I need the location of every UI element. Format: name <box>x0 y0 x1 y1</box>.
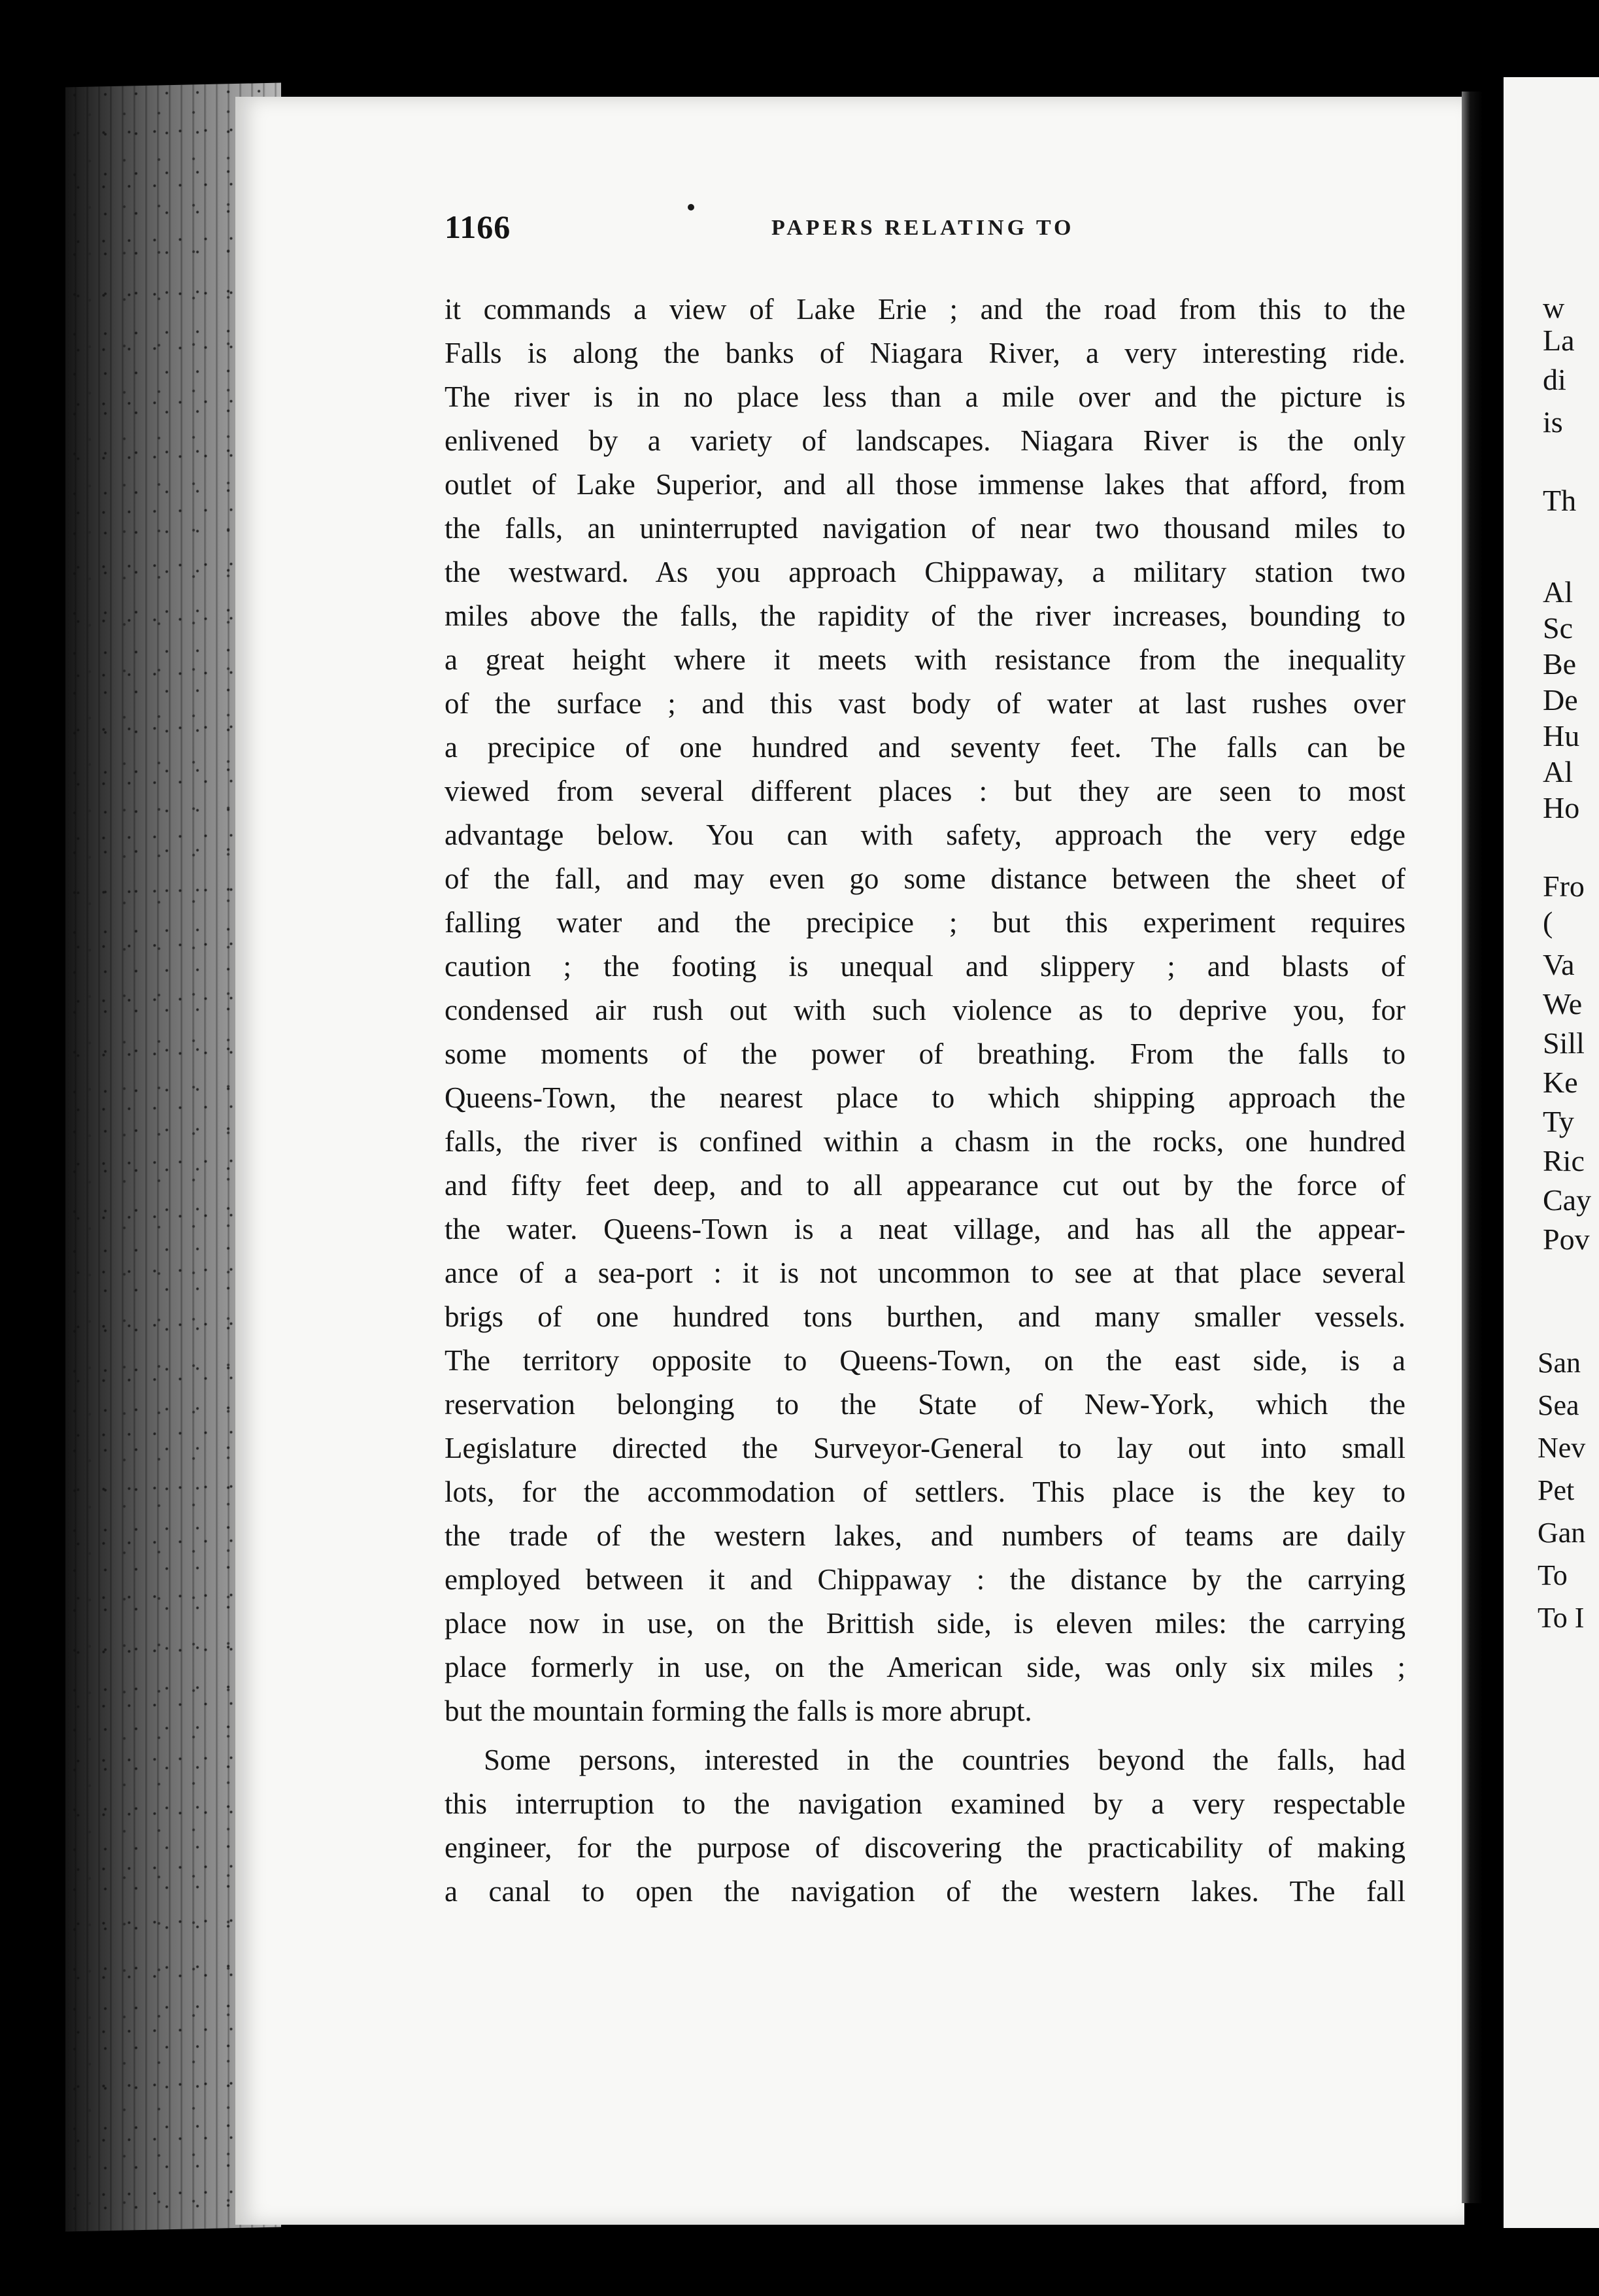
right-page-fragment: Ke <box>1543 1066 1578 1099</box>
text-line: brigs of one hundred tons burthen, and many smaller vessels. <box>445 1300 1405 1333</box>
right-page-fragment: Ho <box>1543 791 1580 824</box>
right-page-fragment: Nev <box>1538 1432 1586 1464</box>
running-head <box>445 208 1399 260</box>
paragraph <box>445 1738 1405 1914</box>
body-text <box>445 288 1405 1914</box>
right-page-fragment: To <box>1538 1559 1568 1591</box>
text-line: of the surface ; and this vast body of water at last rushes over <box>445 687 1405 720</box>
text-line: condensed air rush out with such violence as to deprive you, for <box>445 994 1405 1026</box>
text-line: lots, for the accommodation of settlers. This place is the key to <box>445 1476 1405 1508</box>
right-page-fragment: Va <box>1543 948 1575 981</box>
right-page-fragment: Ric <box>1543 1144 1585 1177</box>
right-page-edge <box>1504 77 1599 2228</box>
text-line: place now in use, on the Brittish side, is eleven miles: the carrying <box>445 1607 1405 1640</box>
text-line: falls, the river is confined within a chasm in the rocks, one hundred <box>445 1125 1405 1158</box>
right-page-fragment: Be <box>1543 647 1577 681</box>
text-line: a great height where it meets with resistance from the inequality <box>445 643 1405 676</box>
text-line: a canal to open the navigation of the western lakes. The fall <box>445 1875 1405 1908</box>
text-line: the water. Queens-Town is a neat village, and has all the appear- <box>445 1213 1405 1245</box>
text-line: caution ; the footing is unequal and slippery ; and blasts of <box>445 950 1405 983</box>
right-page-fragment: Pov <box>1543 1223 1590 1256</box>
text-line: of the fall, and may even go some distance between the sheet of <box>445 862 1405 895</box>
text-line: advantage below. You can with safety, approach the very edge <box>445 819 1405 851</box>
paragraph-gap <box>445 1733 1405 1738</box>
text-line: place formerly in use, on the American side, was only six miles ; <box>445 1651 1405 1683</box>
right-page-fragment: Gan <box>1538 1517 1586 1549</box>
right-page-fragment: is <box>1543 405 1563 439</box>
right-page-fragment: Ty <box>1543 1105 1574 1138</box>
right-page-fragment: To I <box>1538 1602 1585 1634</box>
right-page-fragment: De <box>1543 683 1578 717</box>
right-page-fragment: La <box>1543 324 1575 357</box>
text-line: miles above the falls, the rapidity of the river increases, bounding to <box>445 599 1405 632</box>
text-line: Queens-Town, the nearest place to which shipping approach the <box>445 1081 1405 1114</box>
right-page-fragment: di <box>1543 363 1566 396</box>
text-line: and fifty feet deep, and to all appearance cut out by the force of <box>445 1169 1405 1202</box>
text-line: outlet of Lake Superior, and all those immense lakes that afford, from <box>445 468 1405 501</box>
text-line: Legislature directed the Surveyor-General to lay out into small <box>445 1432 1405 1464</box>
text-line: Falls is along the banks of Niagara River, a very interesting ride. <box>445 337 1405 369</box>
right-page-fragment: Al <box>1543 575 1573 609</box>
text-line: ance of a sea-port : it is not uncommon to see at that place several <box>445 1257 1405 1289</box>
text-line: falling water and the precipice ; but this experiment requires <box>445 906 1405 939</box>
text-line: the falls, an uninterrupted navigation of near two thousand miles to <box>445 512 1405 545</box>
page-number: 1166 <box>445 209 511 245</box>
text-line: Some persons, interested in the countries beyond the falls, had <box>484 1744 1405 1776</box>
right-page-fragment: Fro <box>1543 869 1585 903</box>
text-line: reservation belonging to the State of New-York, which the <box>445 1388 1405 1421</box>
text-line: it commands a view of Lake Erie ; and the road from this to the <box>445 293 1405 326</box>
running-head-title: PAPERS RELATING TO <box>771 216 1075 240</box>
right-page-fragment: San <box>1538 1347 1581 1379</box>
right-page-fragment: Th <box>1543 484 1577 517</box>
text-line: enlivened by a variety of landscapes. Niagara River is the only <box>445 424 1405 457</box>
text-line: viewed from several different places : but they are seen to most <box>445 775 1405 807</box>
paragraph <box>445 288 1405 1733</box>
text-line: the trade of the western lakes, and numbers of teams are daily <box>445 1519 1405 1552</box>
text-line: but the mountain forming the falls is more abrupt. <box>445 1695 1032 1727</box>
text-line: The territory opposite to Queens-Town, on the east side, is a <box>445 1344 1405 1377</box>
text-line: employed between it and Chippaway : the distance by the carrying <box>445 1563 1405 1596</box>
right-page-fragment: Hu <box>1543 719 1580 752</box>
right-page-fragment: Sea <box>1538 1389 1579 1421</box>
right-page-fragment: Sill <box>1543 1026 1585 1060</box>
text-line: a precipice of one hundred and seventy feet. The falls can be <box>445 731 1405 764</box>
right-page-fragment: We <box>1543 987 1583 1021</box>
text-line: The river is in no place less than a mile over and the picture is <box>445 380 1405 413</box>
right-page-fragment: w <box>1543 291 1565 324</box>
right-page-fragment: Pet <box>1538 1474 1575 1506</box>
text-line: some moments of the power of breathing. From the falls to <box>445 1038 1405 1070</box>
right-page-fragment: Sc <box>1543 611 1573 645</box>
text-line: engineer, for the purpose of discovering the practicability of making <box>445 1831 1405 1864</box>
right-page-fragment: Al <box>1543 755 1573 788</box>
text-line: the westward. As you approach Chippaway, a military station two <box>445 556 1405 588</box>
book-gutter <box>1462 92 1483 2203</box>
text-line: this interruption to the navigation examined by a very respectable <box>445 1787 1405 1820</box>
right-page-fragment: ( <box>1543 905 1553 939</box>
right-page-fragment: Cay <box>1543 1183 1592 1217</box>
